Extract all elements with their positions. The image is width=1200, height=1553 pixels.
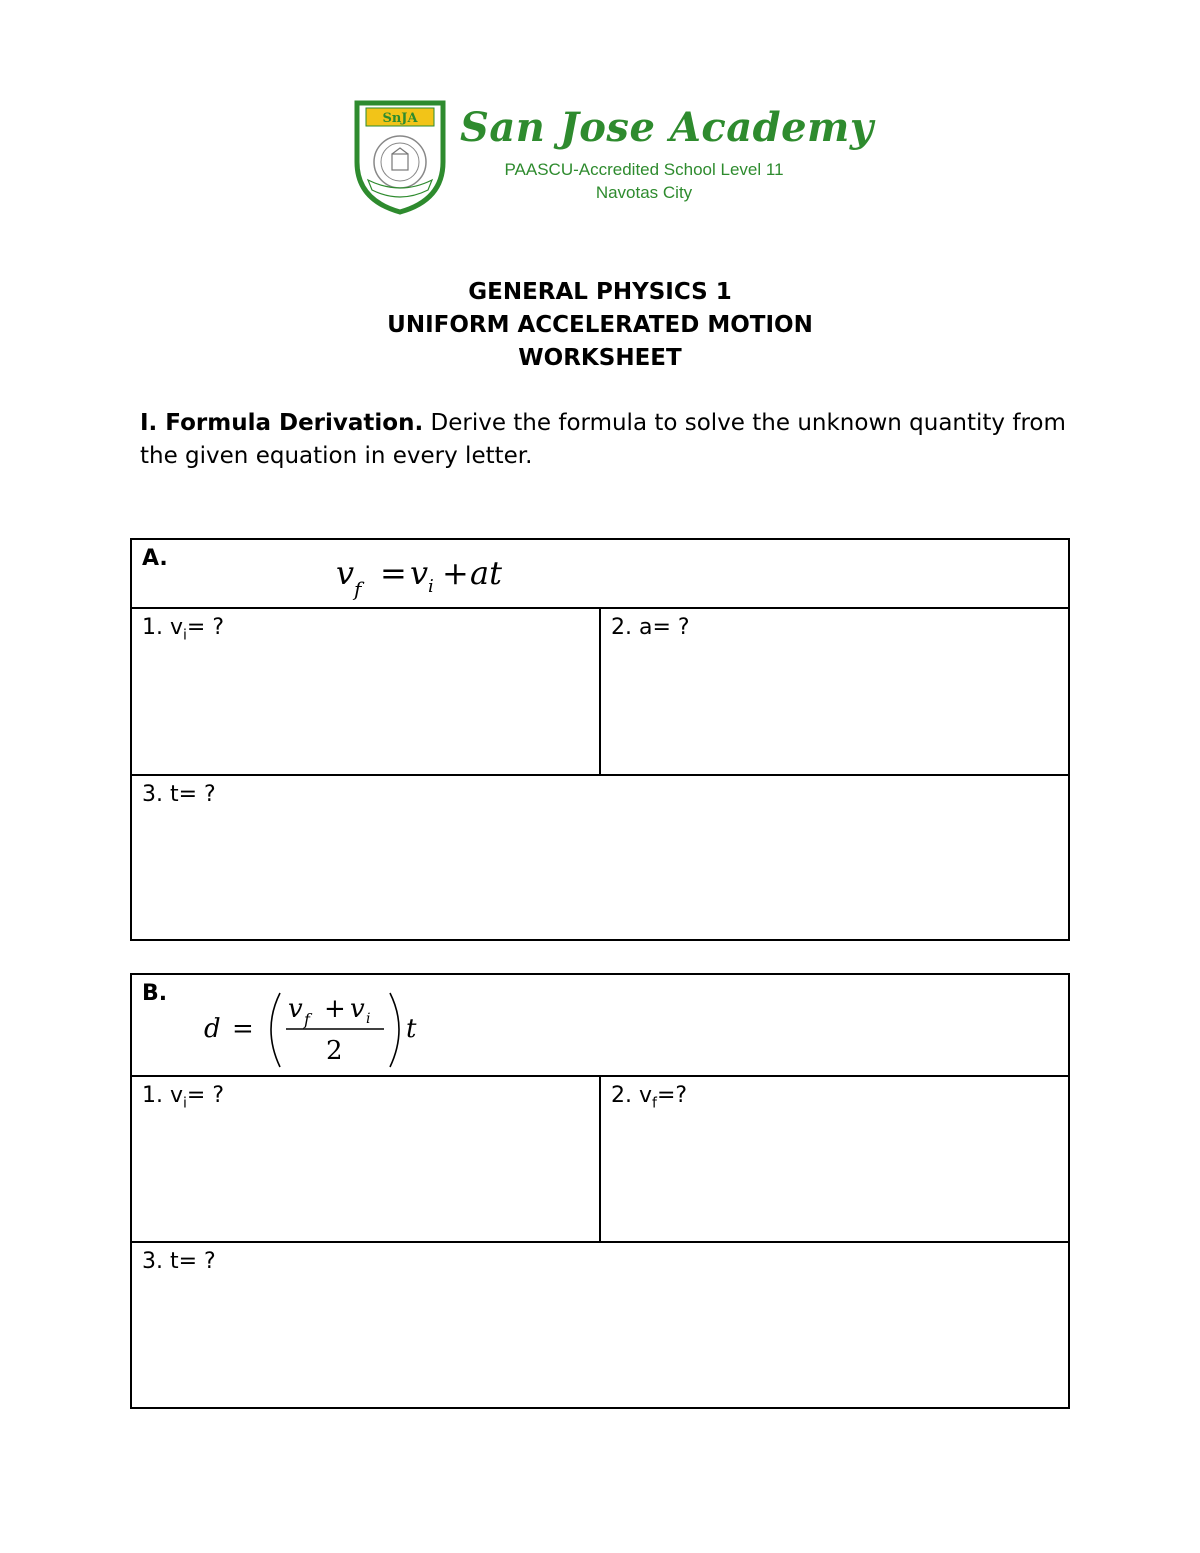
topic-title: UNIFORM ACCELERATED MOTION xyxy=(387,312,813,338)
svg-text:f: f xyxy=(304,1010,310,1029)
svg-text:v: v xyxy=(350,994,365,1024)
section-a-label: A. xyxy=(142,546,168,571)
a-q1-tail: = ? xyxy=(186,615,225,640)
b-q2-subscript: f xyxy=(652,1095,657,1112)
b-q3-label: 3. t= ? xyxy=(142,1249,216,1274)
accreditation-text: PAASCU-Accredited School Level 11 xyxy=(504,160,784,179)
section-b-box xyxy=(130,973,1070,1409)
school-header xyxy=(354,100,874,215)
b-q1-label: 1. v xyxy=(142,1083,184,1108)
section-a-header-row xyxy=(132,540,1068,609)
b-q2-label: 2. v xyxy=(611,1083,653,1108)
section-b-row-2 xyxy=(132,1243,1068,1407)
a-q2-label: 2. a= ? xyxy=(611,615,690,640)
a-q3-label: 3. t= ? xyxy=(142,782,216,807)
section-b-q2-cell[interactable] xyxy=(601,1077,1068,1241)
svg-text:=: = xyxy=(232,1014,254,1044)
equation-b xyxy=(200,987,460,1073)
section-a-q1-cell[interactable] xyxy=(132,609,601,774)
b-q1-tail: = ? xyxy=(186,1083,225,1108)
svg-text:at: at xyxy=(470,554,502,592)
svg-text:d: d xyxy=(204,1014,221,1044)
section-b-header-row xyxy=(132,975,1068,1077)
instructions-heading: I. Formula Derivation. xyxy=(140,410,424,436)
b-q1-subscript: i xyxy=(183,1095,187,1112)
section-b-label: B. xyxy=(142,981,168,1006)
section-a-q3-cell[interactable] xyxy=(132,776,1068,939)
worksheet-titles xyxy=(0,276,1200,375)
school-name: San Jose Academy xyxy=(460,104,874,151)
svg-text:v: v xyxy=(288,994,303,1024)
svg-text:t: t xyxy=(406,1014,417,1044)
school-seal-logo xyxy=(354,100,446,215)
section-b-q3-cell[interactable] xyxy=(132,1243,1068,1407)
section-a-row-1 xyxy=(132,609,1068,776)
instructions-text: Derive the formula to solve the unknown quantity from the given equation in every letter. xyxy=(140,410,1066,469)
svg-text:v: v xyxy=(410,554,429,592)
section-a-row-2 xyxy=(132,776,1068,939)
section-a-q2-cell[interactable] xyxy=(601,609,1068,774)
svg-text:2: 2 xyxy=(326,1036,343,1066)
svg-text:=: = xyxy=(380,554,407,592)
section-b-q1-cell[interactable] xyxy=(132,1077,601,1241)
school-subtitle xyxy=(494,158,794,204)
instructions xyxy=(140,407,1080,473)
svg-text:+: + xyxy=(442,554,469,592)
svg-text:SnJA: SnJA xyxy=(382,111,418,126)
svg-text:i: i xyxy=(366,1011,371,1027)
a-q1-label: 1. v xyxy=(142,615,184,640)
a-q1-subscript: i xyxy=(183,627,187,644)
worksheet-type-title: WORKSHEET xyxy=(518,345,682,371)
svg-text:+: + xyxy=(324,994,346,1024)
svg-text:i: i xyxy=(428,576,434,597)
equation-a xyxy=(322,548,522,604)
section-b-row-1 xyxy=(132,1077,1068,1243)
course-title: GENERAL PHYSICS 1 xyxy=(468,279,732,305)
svg-text:v: v xyxy=(336,554,355,592)
city-text: Navotas City xyxy=(595,183,693,202)
b-q2-tail: =? xyxy=(656,1083,688,1108)
svg-text:f: f xyxy=(354,577,362,601)
section-a-box xyxy=(130,538,1070,941)
